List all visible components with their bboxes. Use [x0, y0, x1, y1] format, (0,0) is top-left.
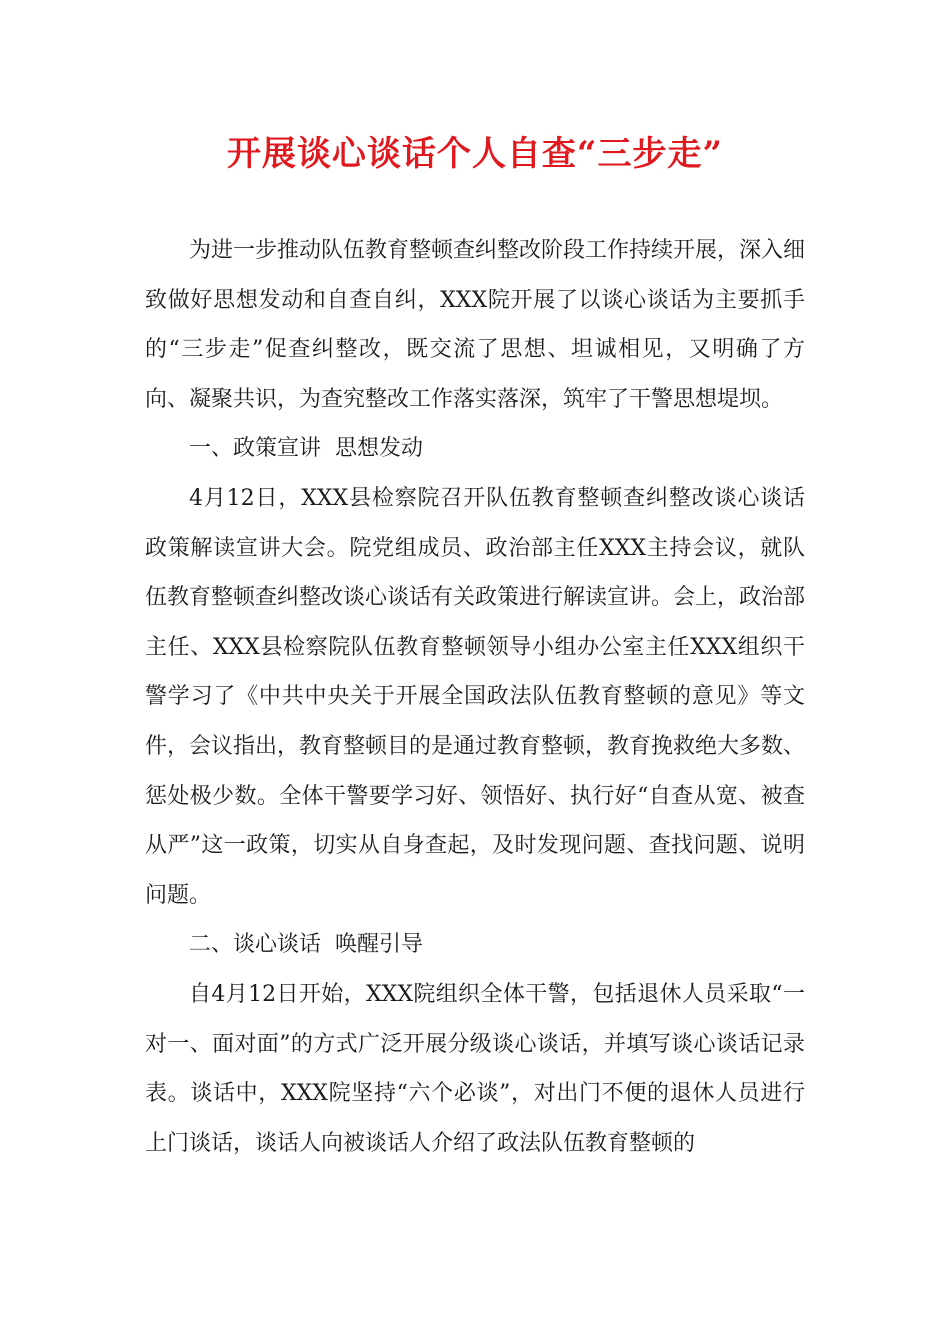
section-heading-2: 二、谈心谈话 唤醒引导 [189, 932, 423, 958]
paragraph-intro: 为进一步推动队伍教育整顿查纠整改阶段工作持续开展，深入细致做好思想发动和自查自纠，XXX院开展了以谈心谈话为主要抓手的“三步走”促查纠整改，既交流了思想、坦诚相见，又明确了方向、凝聚共识，为查究整改工作落实落深，筑牢了干警思想堤坝。 [145, 238, 806, 412]
paragraph-section-1: 4月12日，XXX县检察院召开队伍教育整顿查纠整改谈心谈话政策解读宣讲大会。院党组成员、政治部主任XXX主持会议，就队伍教育整顿查纠整改谈心谈话有关政策进行解读宣讲。会上，政治部主任、XXX县检察院队伍教育整顿领导小组办公室主任XXX组织干警学习了《中共中央关于开展全国政法队伍教育整顿的意见》等文件，会议指出，教育整顿目的是通过教育整顿，教育挽救绝大多数、惩处极少数。全体干警要学习好、领悟好、执行好“自查从宽、被查从严”这一政策，切实从自身查起，及时发现问题、查找问题、说明问题。 [145, 485, 806, 908]
paragraph-section-2: 自4月12日开始，XXX院组织全体干警，包括退休人员采取“一对一、面对面”的方式广泛开展分级谈心谈话，并填写谈心谈话记录表。谈话中，XXX院坚持“六个必谈”，对出门不便的退休人员进行上门谈话，谈话人向被谈话人介绍了政法队伍教育整顿的 [145, 981, 805, 1156]
document-title: 开展谈心谈话个人自查“三步走” [226, 134, 724, 174]
section-heading-1: 一、政策宣讲 思想发动 [189, 436, 423, 462]
document-body [145, 226, 805, 1168]
